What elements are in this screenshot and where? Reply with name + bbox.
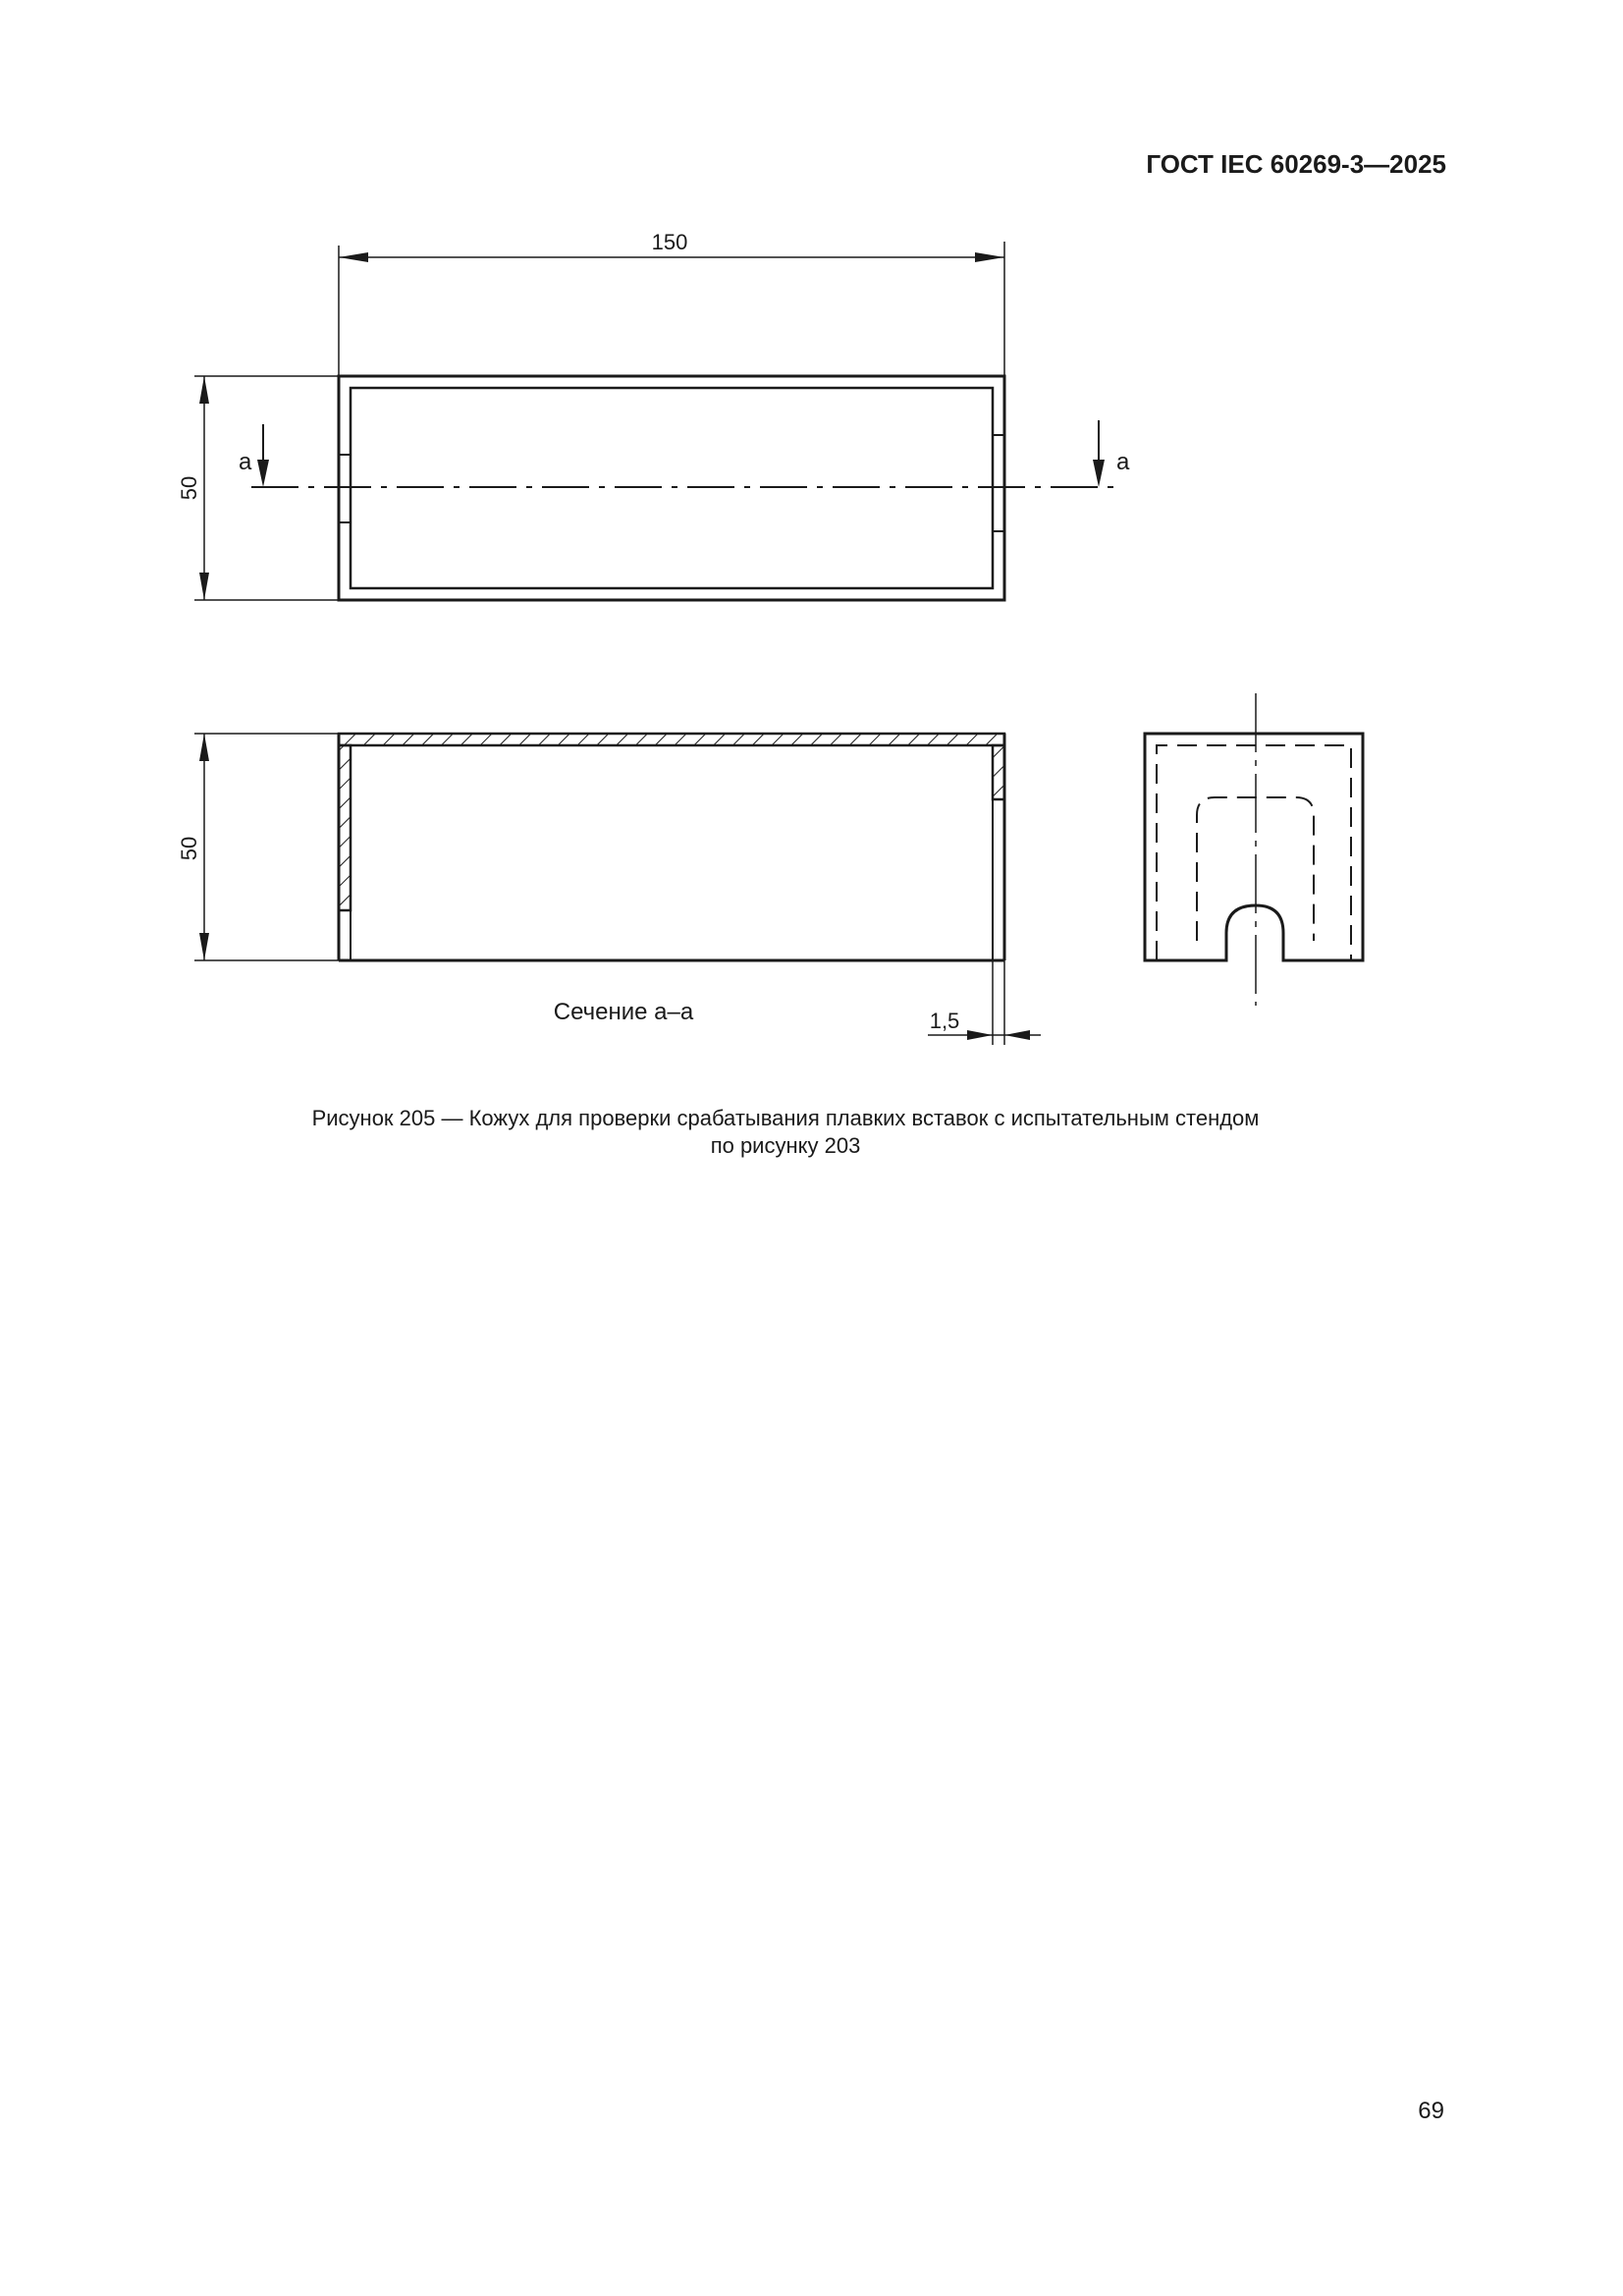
- figure-caption-line-1: Рисунок 205 — Кожух для проверки срабатывания плавких вставок с испытательным стендом: [311, 1106, 1260, 1130]
- section-marker-right: а: [1116, 449, 1130, 475]
- page-number: 69: [1418, 2098, 1444, 2124]
- dimension-length: 150: [651, 230, 688, 254]
- end-view: [1145, 693, 1363, 1006]
- dimension-height-section: 50: [177, 836, 201, 861]
- section-label: Сечение а–а: [553, 999, 694, 1025]
- document-code: ГОСТ IEC 60269-3—2025: [1146, 149, 1446, 179]
- figure-caption: [0, 1105, 1571, 1160]
- dimension-height-top: 50: [177, 475, 201, 501]
- figure-caption-line-2: по рисунку 203: [710, 1133, 861, 1158]
- dimension-wall-thickness: 1,5: [929, 1009, 960, 1033]
- section-marker-left: а: [239, 449, 252, 475]
- top-view: [194, 242, 1114, 600]
